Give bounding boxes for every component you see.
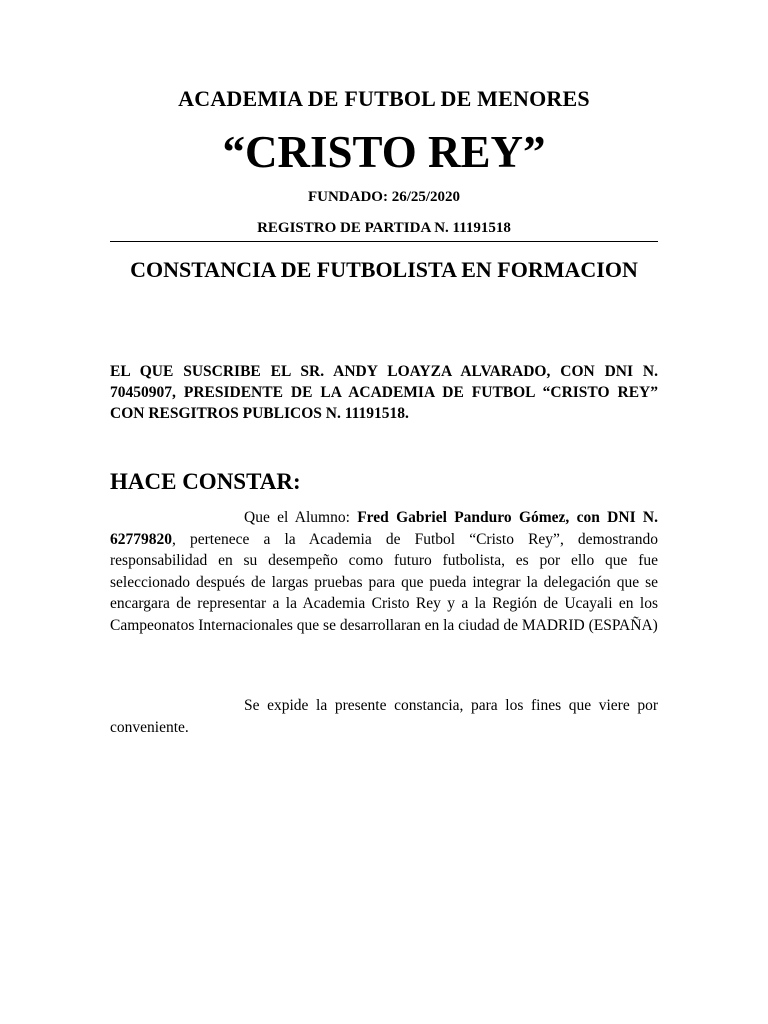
body-paragraph	[110, 507, 658, 636]
student-name: Fred Gabriel Panduro Gómez, con DNI N. 62779820	[110, 509, 658, 548]
closing-paragraph: Se expide la presente constancia, para los fines que viere por conveniente.	[110, 697, 658, 736]
founded-date: FUNDADO: 26/25/2020	[307, 189, 461, 205]
intro-paragraph: EL QUE SUSCRIBE EL SR. ANDY LOAYZA ALVARADO, CON DNI N. 70450907, PRESIDENTE DE LA ACADEMIA DE FUTBOL “CRISTO REY” CON RESGITROS PUBLICOS N. 11191518.	[110, 363, 658, 422]
body-rest: , pertenece a la Academia de Futbol “Cristo Rey”, demostrando responsabilidad en su desempeño como futuro futbolista, es por ello que fue seleccionado después de largas pruebas para que pueda integrar la delegación que se encargara de representar a la Academia Cristo Rey y a la Región de Ucayali en los Campeonatos Internacionales que se desarrollaran en la ciudad de MADRID (ESPAÑA)	[110, 530, 658, 634]
registry-number: REGISTRO DE PARTIDA N. 11191518	[257, 220, 511, 236]
club-name: “CRISTO REY”	[222, 127, 546, 177]
academy-line: ACADEMIA DE FUTBOL DE MENORES	[178, 86, 590, 111]
document-title: CONSTANCIA DE FUTBOLISTA EN FORMACION	[130, 257, 638, 282]
body-lead: Que el Alumno:	[244, 509, 358, 526]
header-divider	[110, 241, 658, 242]
section-heading: HACE CONSTAR:	[110, 469, 301, 494]
